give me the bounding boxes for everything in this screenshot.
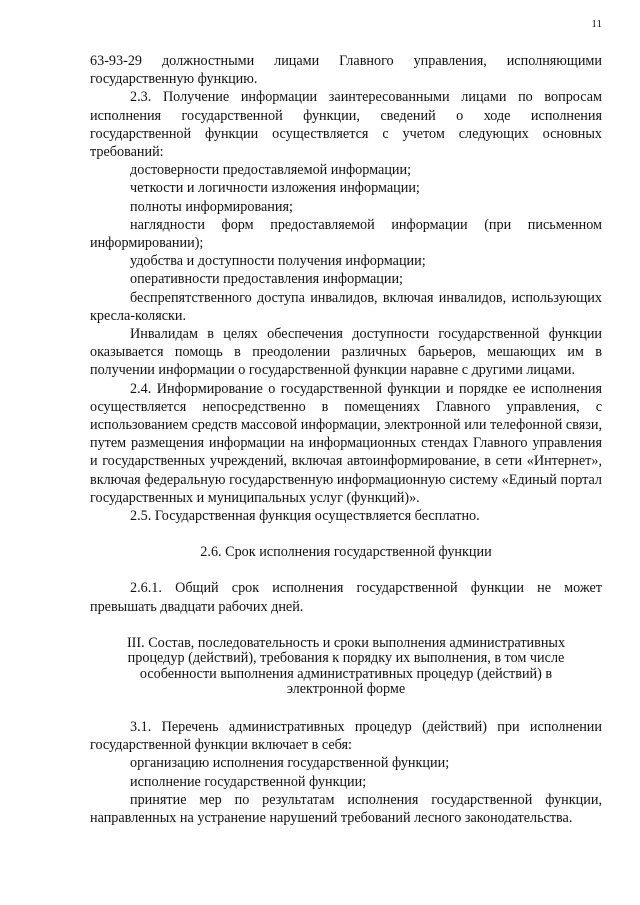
paragraph-disabled-assistance: Инвалидам в целях обеспечения доступности государственной функции оказывается помощь в преодолении различных барьеров, мешающих им в получении информации о государственной функции наравне с другими лицами. <box>90 326 602 379</box>
list-item: организацию исполнения государственной функции; <box>130 755 450 772</box>
paragraph-2-5: 2.5. Государственная функция осуществляется бесплатно. <box>130 508 480 525</box>
list-item: наглядности форм предоставляемой информации (при письменном информировании); <box>90 216 602 252</box>
list-item: удобства и доступности получения информации; <box>130 253 426 270</box>
paragraph-3-1: 3.1. Перечень административных процедур (действий) при исполнении государственной функции включает в себя: <box>90 718 602 754</box>
document-body <box>90 52 602 827</box>
list-item: четкости и логичности изложения информации; <box>130 180 420 197</box>
list-item: принятие мер по результатам исполнения государственной функции, направленных на устранение нарушений требований лесного законодательства. <box>90 791 602 826</box>
section-heading-iii: III. Состав, последовательность и сроки выполнения административных процедур (действий), требования к порядку их выполнения, в том числе особенности выполнения административных процедур (действий) в электронной форме <box>126 634 566 698</box>
page-number: 11 <box>591 18 602 30</box>
list-item: полноты информирования; <box>130 198 293 215</box>
paragraph-2-4: 2.4. Информирование о государственной функции и порядке ее исполнения осуществляется непосредственно в помещениях Главного управления, с использованием средств массовой информации, электронной или телефонной связи, путем размещения информации на информационных стендах Главного управления и государственных учреждений, включая автоинформирование, в сети «Интернет», включая федеральную государственную информационную систему «Единый портал государственных и муниципальных услуг (функций)». <box>90 380 602 506</box>
section-heading-2-6: 2.6. Срок исполнения государственной функции <box>200 544 492 561</box>
paragraph-phone-continuation: 63-93-29 должностными лицами Главного управления, исполняющими государственную функцию. <box>90 53 602 88</box>
paragraph-2-3: 2.3. Получение информации заинтересованными лицами по вопросам исполнения государственной функции, сведений о ходе исполнения государственной функции осуществляется с учетом следующих основных требований: <box>90 89 602 161</box>
list-item: беспрепятственного доступа инвалидов, включая инвалидов, использующих кресла-коляски. <box>90 289 602 324</box>
paragraph-2-6-1: 2.6.1. Общий срок исполнения государственной функции не может превышать двадцати рабочих дней. <box>90 580 602 615</box>
list-item: исполнение государственной функции; <box>130 773 367 790</box>
list-item: оперативности предоставления информации; <box>130 271 403 288</box>
list-item: достоверности предоставляемой информации; <box>130 162 412 179</box>
